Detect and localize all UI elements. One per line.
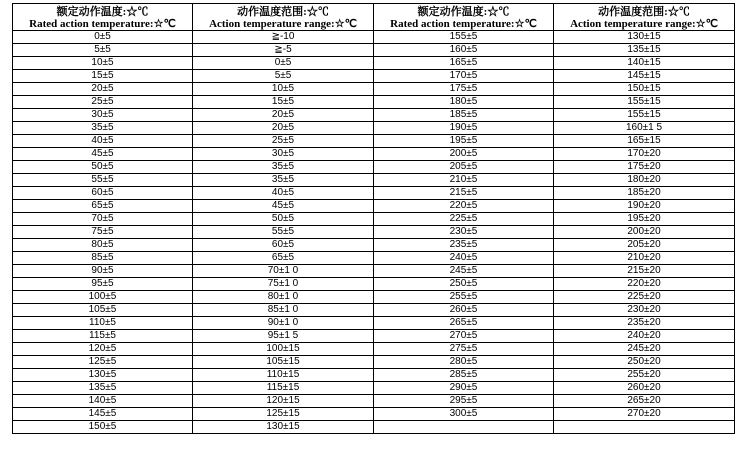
header-zh: 额定动作温度:☆℃ (417, 5, 510, 18)
table-cell: 170±20 (554, 148, 735, 161)
table-cell: 110±5 (13, 317, 193, 330)
table-cell: 270±5 (374, 330, 554, 343)
table-cell: 165±5 (374, 57, 554, 70)
table-row (13, 148, 735, 161)
table-row (13, 239, 735, 252)
table-cell: 135±15 (554, 44, 735, 57)
header-en: Rated action temperature:☆℃ (29, 17, 176, 30)
table-cell: 20±5 (193, 122, 374, 135)
table-cell: 220±20 (554, 278, 735, 291)
table-row (13, 291, 735, 304)
header-rated-temp-right (374, 4, 554, 31)
table-row (13, 174, 735, 187)
table-cell: 230±20 (554, 304, 735, 317)
table-cell: 125±15 (193, 408, 374, 421)
table-cell: 55±5 (193, 226, 374, 239)
table-cell: 215±5 (374, 187, 554, 200)
table-cell: 45±5 (193, 200, 374, 213)
table-cell: 205±20 (554, 239, 735, 252)
table-cell: 200±20 (554, 226, 735, 239)
table-body (13, 31, 735, 434)
header-zh: 动作温度范围:☆℃ (237, 5, 329, 18)
table-row (13, 200, 735, 213)
table-cell: 245±20 (554, 343, 735, 356)
table-cell: 40±5 (13, 135, 193, 148)
table-cell: 70±1 0 (193, 265, 374, 278)
table-cell: 255±20 (554, 369, 735, 382)
table-cell: 160±1 5 (554, 122, 735, 135)
table-cell: 0±5 (193, 57, 374, 70)
table-cell: ≧-10 (193, 31, 374, 44)
table-cell: 95±5 (13, 278, 193, 291)
table-cell: 155±5 (374, 31, 554, 44)
table-cell: 245±5 (374, 265, 554, 278)
table-row (13, 252, 735, 265)
table-cell: 105±5 (13, 304, 193, 317)
table-cell: 40±5 (193, 187, 374, 200)
table-row (13, 70, 735, 83)
table-row (13, 135, 735, 148)
table-cell: 240±5 (374, 252, 554, 265)
table-row (13, 265, 735, 278)
table-row (13, 57, 735, 70)
table-cell: 30±5 (193, 148, 374, 161)
table-cell: 60±5 (193, 239, 374, 252)
table-cell: 215±20 (554, 265, 735, 278)
table-row (13, 330, 735, 343)
table-cell: 25±5 (193, 135, 374, 148)
table-cell: 10±5 (13, 57, 193, 70)
table-cell: ≧-5 (193, 44, 374, 57)
table-row (13, 395, 735, 408)
table-row (13, 317, 735, 330)
table-cell: 195±5 (374, 135, 554, 148)
header-en: Rated action temperature:☆℃ (390, 17, 537, 30)
table-cell: 235±5 (374, 239, 554, 252)
table-cell: 75±1 0 (193, 278, 374, 291)
table-cell: 30±5 (13, 109, 193, 122)
table-cell: 115±15 (193, 382, 374, 395)
table-cell: 250±5 (374, 278, 554, 291)
table-cell: 180±20 (554, 174, 735, 187)
table-cell: 195±20 (554, 213, 735, 226)
table-cell: 240±20 (554, 330, 735, 343)
header-zh: 额定动作温度:☆℃ (56, 5, 149, 18)
table-cell: 50±5 (13, 161, 193, 174)
table-row (13, 96, 735, 109)
table-cell: 250±20 (554, 356, 735, 369)
table-row (13, 31, 735, 44)
table-row (13, 44, 735, 57)
table-row (13, 83, 735, 96)
table-cell: 60±5 (13, 187, 193, 200)
table-cell: 90±1 0 (193, 317, 374, 330)
table-cell: 265±20 (554, 395, 735, 408)
table-cell: 45±5 (13, 148, 193, 161)
temperature-table-container (12, 3, 735, 434)
table-cell: 165±15 (554, 135, 735, 148)
table-header (13, 4, 735, 31)
table-cell: 35±5 (193, 174, 374, 187)
table-cell: 95±1 5 (193, 330, 374, 343)
table-cell: 150±15 (554, 83, 735, 96)
table-cell: 175±20 (554, 161, 735, 174)
table-cell: 50±5 (193, 213, 374, 226)
table-cell: 155±15 (554, 96, 735, 109)
table-cell: 185±5 (374, 109, 554, 122)
table-cell: 80±1 0 (193, 291, 374, 304)
table-row (13, 187, 735, 200)
table-row (13, 382, 735, 395)
table-cell: 25±5 (13, 96, 193, 109)
table-cell: 295±5 (374, 395, 554, 408)
table-cell: 180±5 (374, 96, 554, 109)
table-cell: 210±5 (374, 174, 554, 187)
table-cell: 135±5 (13, 382, 193, 395)
table-cell: 130±15 (554, 31, 735, 44)
table-cell: 220±5 (374, 200, 554, 213)
header-en: Action temperature range:☆℃ (570, 17, 718, 30)
table-cell: 155±15 (554, 109, 735, 122)
table-cell: 300±5 (374, 408, 554, 421)
table-row (13, 109, 735, 122)
table-cell: 145±15 (554, 70, 735, 83)
table-cell: 235±20 (554, 317, 735, 330)
table-row (13, 122, 735, 135)
table-cell: 110±15 (193, 369, 374, 382)
table-cell: 140±15 (554, 57, 735, 70)
table-cell: 150±5 (13, 421, 193, 434)
table-row (13, 343, 735, 356)
table-cell: 160±5 (374, 44, 554, 57)
header-en: Action temperature range:☆℃ (209, 17, 357, 30)
table-cell: 285±5 (374, 369, 554, 382)
table-cell: 230±5 (374, 226, 554, 239)
header-action-range-right (554, 4, 735, 31)
table-cell: 275±5 (374, 343, 554, 356)
table-row (13, 226, 735, 239)
header-row (13, 4, 735, 31)
table-cell (554, 421, 735, 434)
table-cell: 75±5 (13, 226, 193, 239)
table-cell: 10±5 (193, 83, 374, 96)
temperature-table (12, 3, 735, 434)
table-cell: 55±5 (13, 174, 193, 187)
table-cell: 140±5 (13, 395, 193, 408)
table-cell: 175±5 (374, 83, 554, 96)
table-cell: 270±20 (554, 408, 735, 421)
header-rated-temp-left (13, 4, 193, 31)
table-cell: 15±5 (13, 70, 193, 83)
table-cell: 15±5 (193, 96, 374, 109)
table-cell: 200±5 (374, 148, 554, 161)
table-cell: 120±5 (13, 343, 193, 356)
table-cell: 80±5 (13, 239, 193, 252)
table-row (13, 369, 735, 382)
table-cell: 65±5 (13, 200, 193, 213)
table-cell: 85±5 (13, 252, 193, 265)
table-row (13, 278, 735, 291)
table-cell: 0±5 (13, 31, 193, 44)
table-cell: 255±5 (374, 291, 554, 304)
table-row (13, 213, 735, 226)
table-cell: 35±5 (193, 161, 374, 174)
table-cell: 205±5 (374, 161, 554, 174)
table-cell: 65±5 (193, 252, 374, 265)
table-row (13, 304, 735, 317)
table-cell: 125±5 (13, 356, 193, 369)
header-action-range-left (193, 4, 374, 31)
table-cell: 105±15 (193, 356, 374, 369)
table-cell: 5±5 (193, 70, 374, 83)
table-cell: 5±5 (13, 44, 193, 57)
table-cell: 260±5 (374, 304, 554, 317)
table-row (13, 356, 735, 369)
table-cell: 85±1 0 (193, 304, 374, 317)
table-row (13, 161, 735, 174)
table-cell: 190±5 (374, 122, 554, 135)
table-cell: 90±5 (13, 265, 193, 278)
table-cell: 120±15 (193, 395, 374, 408)
table-cell: 260±20 (554, 382, 735, 395)
table-cell: 185±20 (554, 187, 735, 200)
table-cell: 225±20 (554, 291, 735, 304)
table-cell: 115±5 (13, 330, 193, 343)
table-cell: 130±5 (13, 369, 193, 382)
table-cell: 20±5 (193, 109, 374, 122)
table-cell: 35±5 (13, 122, 193, 135)
table-cell: 225±5 (374, 213, 554, 226)
table-cell: 280±5 (374, 356, 554, 369)
table-cell: 20±5 (13, 83, 193, 96)
table-cell: 130±15 (193, 421, 374, 434)
header-zh: 动作温度范围:☆℃ (598, 5, 690, 18)
table-cell: 100±5 (13, 291, 193, 304)
table-cell: 70±5 (13, 213, 193, 226)
table-cell: 210±20 (554, 252, 735, 265)
table-cell: 145±5 (13, 408, 193, 421)
table-row (13, 408, 735, 421)
table-cell: 190±20 (554, 200, 735, 213)
table-cell: 290±5 (374, 382, 554, 395)
table-cell: 100±15 (193, 343, 374, 356)
table-row (13, 421, 735, 434)
table-cell (374, 421, 554, 434)
table-cell: 170±5 (374, 70, 554, 83)
table-cell: 265±5 (374, 317, 554, 330)
